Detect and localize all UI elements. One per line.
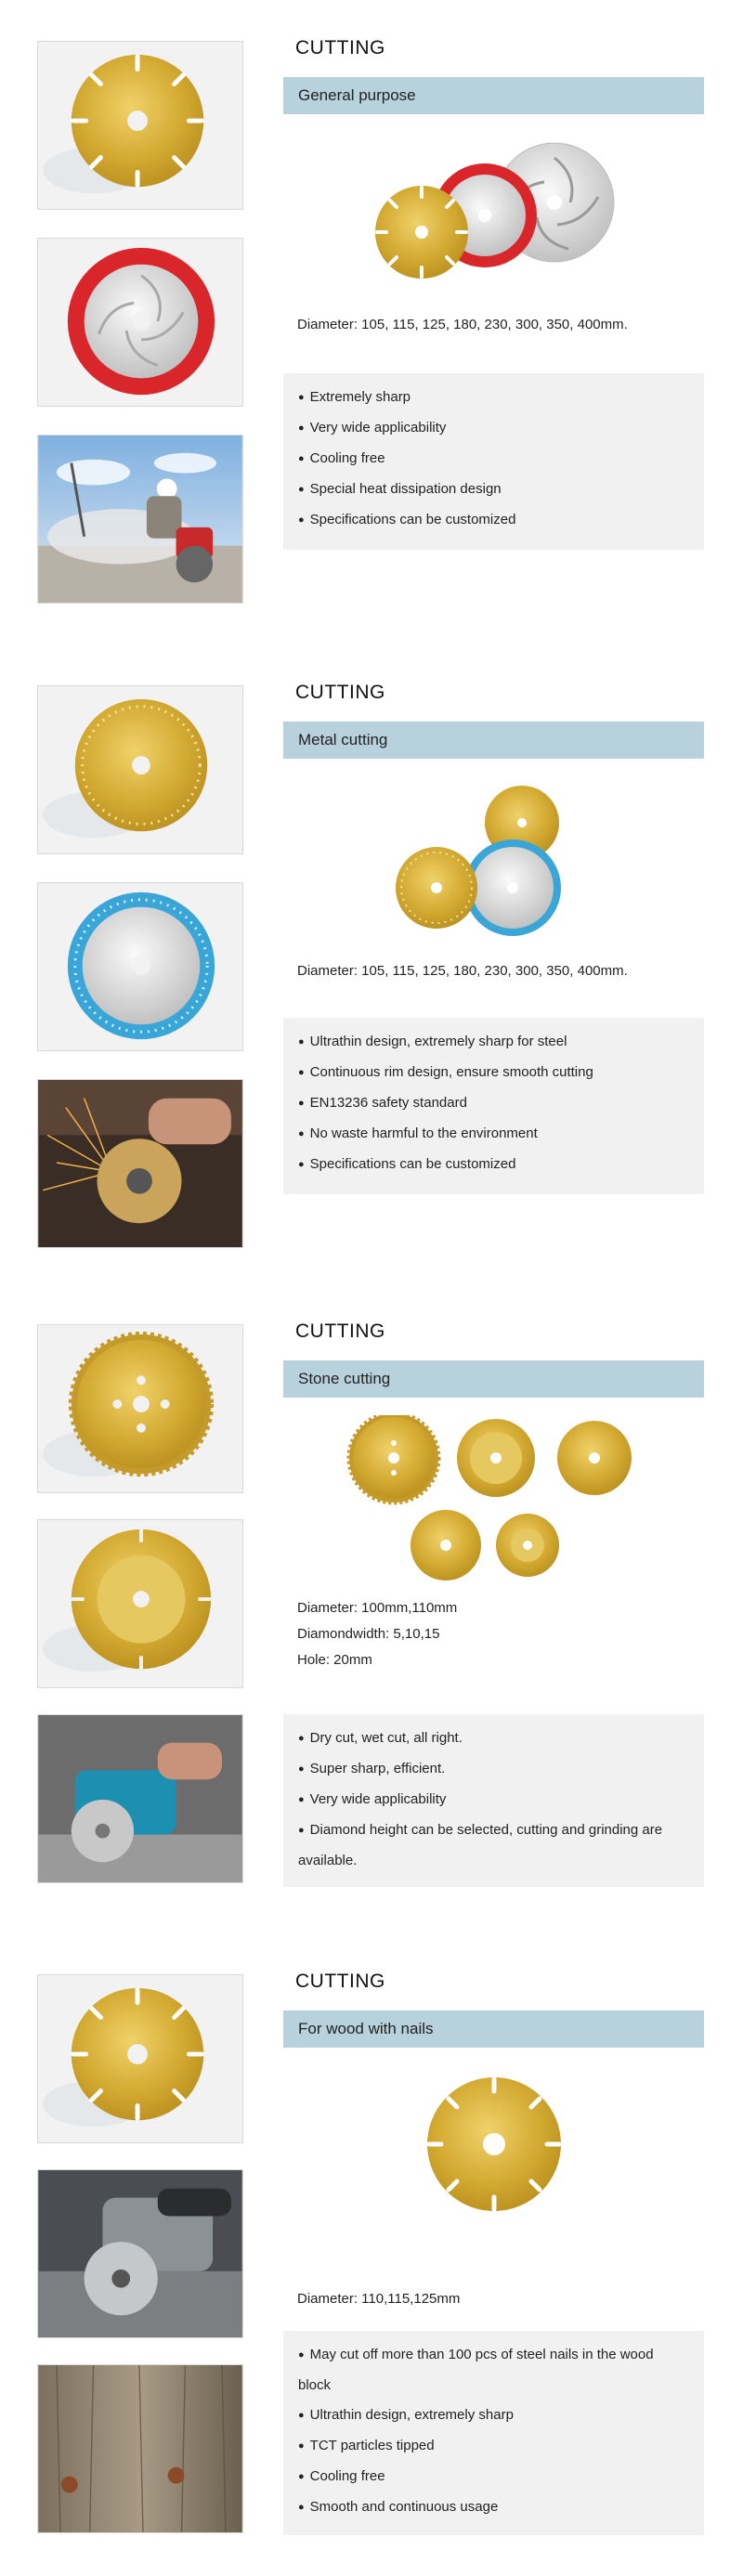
circular-saw-photo bbox=[37, 2169, 243, 2338]
feature-item: ● Specifications can be customized bbox=[298, 1150, 689, 1180]
gold-segmented-blade-image bbox=[37, 1974, 243, 2143]
category-heading: CUTTING bbox=[295, 37, 385, 59]
product-image-group bbox=[283, 784, 704, 942]
angle-grinder-sparks-photo bbox=[37, 1079, 243, 1248]
blue-rim-blade-image bbox=[37, 882, 243, 1051]
spec-line: Diameter: 100mm,110mm bbox=[297, 1600, 458, 1616]
category-heading: CUTTING bbox=[295, 1971, 385, 1992]
product-image-group bbox=[283, 1415, 704, 1582]
feature-box bbox=[283, 373, 704, 550]
worker-cutting-photo bbox=[37, 435, 243, 604]
feature-item: ● Specifications can be customized bbox=[298, 505, 689, 536]
product-image-group bbox=[283, 139, 704, 288]
feature-item: ● EN13236 safety standard bbox=[298, 1088, 689, 1119]
feature-item: ● Extremely sharp bbox=[298, 383, 689, 413]
category-heading: CUTTING bbox=[295, 682, 385, 703]
spec-line: Diameter: 110,115,125mm bbox=[297, 2291, 461, 2307]
feature-item: ● Very wide applicability bbox=[298, 1785, 689, 1815]
spec-line: Hole: 20mm bbox=[297, 1652, 372, 1668]
feature-item: ● No waste harmful to the environment bbox=[298, 1119, 689, 1150]
feature-item: ● Dry cut, wet cut, all right. bbox=[298, 1724, 689, 1754]
gold-rim-blade-image bbox=[37, 685, 243, 854]
red-rim-blade-image bbox=[37, 238, 243, 407]
feature-item: ● Diamond height can be selected, cutting and grinding are available. bbox=[298, 1815, 689, 1876]
feature-item: ● Ultrathin design, extremely sharp for steel bbox=[298, 1027, 689, 1058]
section-title-bar: Stone cutting bbox=[283, 1360, 704, 1398]
feature-item: ● Super sharp, efficient. bbox=[298, 1754, 689, 1785]
product-image-group bbox=[283, 2075, 704, 2214]
gold-toothed-blade-image bbox=[37, 1324, 243, 1493]
feature-item: ● May cut off more than 100 pcs of steel nails in the wood block bbox=[298, 2340, 689, 2400]
spec-line: Diamondwidth: 5,10,15 bbox=[297, 1626, 440, 1642]
section-title-bar: For wood with nails bbox=[283, 2010, 704, 2048]
spec-line: Diameter: 105, 115, 125, 180, 230, 300, 350, 400mm. bbox=[297, 317, 628, 332]
feature-box bbox=[283, 2331, 704, 2535]
spec-line: Diameter: 105, 115, 125, 180, 230, 300, 350, 400mm. bbox=[297, 963, 628, 979]
gold-turbo-blade-image bbox=[37, 1519, 243, 1688]
feature-item: ● Very wide applicability bbox=[298, 413, 689, 444]
feature-item: ● Special heat dissipation design bbox=[298, 475, 689, 505]
feature-box bbox=[283, 1714, 704, 1887]
category-heading: CUTTING bbox=[295, 1321, 385, 1342]
gold-segmented-blade-image bbox=[37, 41, 243, 210]
feature-item: ● Ultrathin design, extremely sharp bbox=[298, 2400, 689, 2431]
feature-box bbox=[283, 1018, 704, 1194]
section-title-bar: Metal cutting bbox=[283, 722, 704, 759]
nailed-wood-photo bbox=[37, 2364, 243, 2533]
section-title-bar: General purpose bbox=[283, 77, 704, 114]
feature-item: ● Cooling free bbox=[298, 444, 689, 475]
feature-item: ● Smooth and continuous usage bbox=[298, 2492, 689, 2523]
tile-cutter-photo bbox=[37, 1714, 243, 1883]
feature-item: ● Cooling free bbox=[298, 2462, 689, 2492]
feature-item: ● Continuous rim design, ensure smooth cutting bbox=[298, 1058, 689, 1088]
feature-item: ● TCT particles tipped bbox=[298, 2431, 689, 2462]
